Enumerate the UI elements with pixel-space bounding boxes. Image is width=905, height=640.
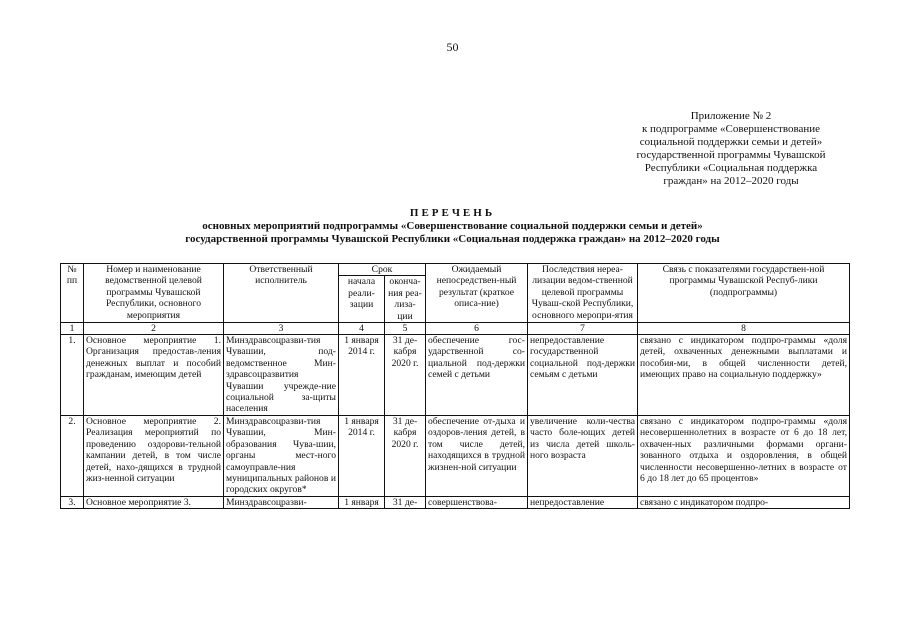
document-subtitle-line: государственной программы Чувашской Республики «Социальная поддержка граждан» на 2012–2020 годы: [185, 233, 720, 245]
row-num: 3.: [61, 496, 84, 508]
row-link: связано с индикатором подпро-граммы «доля детей, охваченных денежными выплатами и пособия-ми, в общей численности детей, имеющих право на социальную поддержку»: [638, 335, 850, 416]
row-consequences: непредоставление государственной социальной под-держки семьям с детьми: [528, 335, 638, 416]
appendix-line: граждан» на 2012–2020 годы: [663, 175, 799, 187]
column-number: 7: [528, 323, 638, 335]
column-number: 5: [385, 323, 426, 335]
measures-table: [60, 263, 850, 509]
header-term-start: начала реали-зации: [339, 276, 385, 323]
header-term: Срок: [339, 264, 426, 276]
header-executor: Ответственный исполнитель: [224, 264, 339, 323]
row-consequences-text: непредоставление: [530, 496, 605, 508]
row-start: 1 января 2014 г.: [339, 415, 385, 496]
row-end-text: 31 де-: [392, 496, 418, 508]
row-name: Основное мероприятие 1. Организация предостав-ления денежных выплат и пособий гражданам, имеющим детей: [84, 335, 224, 416]
header-term-end: оконча-ния реа-лиза-ции: [385, 276, 426, 323]
column-number: 1: [61, 323, 84, 335]
row-result: [426, 496, 528, 508]
row-link-text: связано с индикатором подпро-: [640, 496, 769, 508]
row-name-text: Основное мероприятие 3.: [86, 496, 191, 508]
row-num: 1.: [61, 335, 84, 416]
document-heading: [0, 207, 905, 246]
appendix-note: [600, 110, 862, 188]
table-row: [61, 335, 850, 416]
document-title: ПЕРЕЧЕНЬ: [409, 207, 496, 219]
appendix-line: к подпрограмме «Совершенствование: [641, 123, 821, 135]
row-executor: Минздравсоцразви-тия Чувашии, под-ведомственное Мин-здравсоцразвития Чувашии учрежде-ние социальной за-щиты населения: [224, 335, 339, 416]
appendix-line: государственной программы Чувашской: [636, 149, 826, 161]
column-number: 2: [84, 323, 224, 335]
row-link: [638, 496, 850, 508]
row-num: 2.: [61, 415, 84, 496]
document-subtitle-line: основных мероприятий подпрограммы «Совершенствование социальной поддержки семьи и детей»: [202, 220, 703, 232]
row-result: обеспечение гос-ударственной со-циальной под-держки семей с детьми: [426, 335, 528, 416]
row-name: Основное мероприятие 2. Реализация мероприятий по проведению оздорови-тельной кампании детей, в том числе детей, нахо-дящихся в трудной жиз-ненной ситуации: [84, 415, 224, 496]
header-link: Связь с показателями государствен-ной программы Чувашской Респуб-лики (подпрограммы): [638, 264, 850, 323]
appendix-line: Приложение № 2: [690, 110, 772, 122]
row-result-text: совершенствова-: [428, 496, 497, 508]
row-name: [84, 496, 224, 508]
table-row: [61, 415, 850, 496]
row-end: 31 де-кабря 2020 г.: [385, 415, 426, 496]
row-executor: [224, 496, 339, 508]
header-name: Номер и наименование ведомственной целевой программы Чувашской Республики, основного мероприятия: [84, 264, 224, 323]
header-num: № пп: [61, 264, 84, 323]
row-consequences: увеличение коли-чества часто боле-ющих детей из числа детей школь-ного возраста: [528, 415, 638, 496]
row-executor: Минздравсоцразви-тия Чувашии, Мин-образования Чува-шии, органы мест-ного самоуправле-ния муниципальных районов и городских округов*: [224, 415, 339, 496]
row-result: обеспечение от-дыха и оздоров-ления детей, в том числе детей, находящихся в трудной жизнен-ной ситуации: [426, 415, 528, 496]
appendix-line: социальной поддержки семьи и детей»: [639, 136, 823, 148]
table-header-row: [61, 264, 850, 276]
column-number-row: [61, 323, 850, 335]
row-executor-text: Минздравсоцразви-: [226, 496, 307, 508]
row-consequences: [528, 496, 638, 508]
table-row: [61, 496, 850, 508]
row-start: 1 января 2014 г.: [339, 335, 385, 416]
header-result: Ожидаемый непосредствен-ный результат (краткое описа-ние): [426, 264, 528, 323]
column-number: 8: [638, 323, 850, 335]
row-end: [385, 496, 426, 508]
column-number: 3: [224, 323, 339, 335]
row-start: [339, 496, 385, 508]
page-number: 50: [446, 40, 459, 54]
row-link: связано с индикатором подпро-граммы «доля несовершеннолетних в возрасте от 6 до 18 лет, охвачен-ных различными формами органи-зованного отдыха и оздоровления, в общей численности несовершенно-летних в возрасте от 6 до 18 лет до 65 процентов»: [638, 415, 850, 496]
column-number: 6: [426, 323, 528, 335]
header-consequences: Последствия нереа-лизации ведом-ственной целевой программы Чуваш-ской Республики, основного меропри-ятия: [528, 264, 638, 323]
row-start-text: 1 января: [344, 496, 379, 508]
row-end: 31 де-кабря 2020 г.: [385, 335, 426, 416]
appendix-line: Республики «Социальная поддержка: [644, 162, 818, 174]
column-number: 4: [339, 323, 385, 335]
